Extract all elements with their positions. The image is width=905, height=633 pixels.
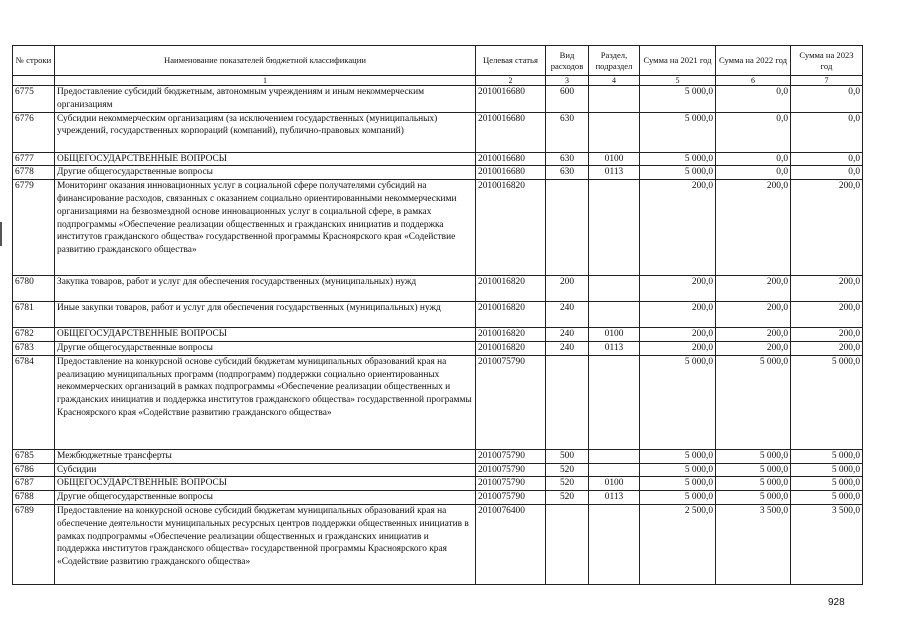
row-sum-2022: 0,0 bbox=[716, 166, 791, 180]
row-sum-2023: 3 500,0 bbox=[791, 504, 863, 584]
row-section: 0100 bbox=[589, 328, 640, 342]
table-row bbox=[13, 166, 863, 180]
row-sum-2021: 200,0 bbox=[640, 180, 716, 276]
row-sum-2021: 2 500,0 bbox=[640, 504, 716, 584]
row-sum-2022: 5 000,0 bbox=[716, 355, 791, 449]
row-number: 6785 bbox=[13, 449, 55, 463]
row-name: Субсидии bbox=[55, 463, 476, 477]
row-name: Предоставление субсидий бюджетным, автономным учреждениям и иным некоммерческим организациям bbox=[55, 86, 476, 113]
row-name: Предоставление на конкурсной основе субсидий бюджетам муниципальных образований края на обеспечение деятельности муниципальных ресурсных центров поддержки общественных инициатив в рамках подпрограммы «Обеспечение реализации общественных и гражданских инициатив и поддержка институтов гражданского общества» государственной программы Красноярского края «Содействие развитию гражданского общества» bbox=[55, 504, 476, 584]
row-number: 6778 bbox=[13, 166, 55, 180]
row-sum-2023: 200,0 bbox=[791, 276, 863, 302]
row-sum-2023: 200,0 bbox=[791, 302, 863, 328]
table-row bbox=[13, 328, 863, 342]
row-expense-type bbox=[546, 180, 589, 276]
header-sum-2023: Сумма на 2023 год bbox=[791, 46, 863, 76]
row-section bbox=[589, 302, 640, 328]
row-target: 2010016820 bbox=[476, 341, 546, 355]
row-sum-2022: 200,0 bbox=[716, 180, 791, 276]
row-sum-2023: 5 000,0 bbox=[791, 463, 863, 477]
row-section bbox=[589, 86, 640, 113]
table-row bbox=[13, 449, 863, 463]
row-name: ОБЩЕГОСУДАРСТВЕННЫЕ ВОПРОСЫ bbox=[55, 152, 476, 166]
row-sum-2021: 5 000,0 bbox=[640, 355, 716, 449]
table-row bbox=[13, 86, 863, 113]
header-sum-2022: Сумма на 2022 год bbox=[716, 46, 791, 76]
table-row bbox=[13, 504, 863, 584]
row-sum-2022: 5 000,0 bbox=[716, 449, 791, 463]
row-sum-2022: 0,0 bbox=[716, 86, 791, 113]
row-sum-2023: 0,0 bbox=[791, 152, 863, 166]
row-sum-2022: 5 000,0 bbox=[716, 491, 791, 505]
header-sum-2021: Сумма на 2021 год bbox=[640, 46, 716, 76]
row-section: 0113 bbox=[589, 491, 640, 505]
row-expense-type: 240 bbox=[546, 302, 589, 328]
row-sum-2022: 0,0 bbox=[716, 112, 791, 152]
row-name: Другие общегосударственные вопросы bbox=[55, 166, 476, 180]
table-row bbox=[13, 180, 863, 276]
header-expense-type: Вид расходов bbox=[546, 46, 589, 76]
row-section bbox=[589, 463, 640, 477]
row-sum-2022: 5 000,0 bbox=[716, 477, 791, 491]
table-row bbox=[13, 276, 863, 302]
row-section bbox=[589, 276, 640, 302]
table-row bbox=[13, 355, 863, 449]
table-row bbox=[13, 491, 863, 505]
row-number: 6787 bbox=[13, 477, 55, 491]
row-name: ОБЩЕГОСУДАРСТВЕННЫЕ ВОПРОСЫ bbox=[55, 328, 476, 342]
row-sum-2022: 5 000,0 bbox=[716, 463, 791, 477]
row-expense-type: 630 bbox=[546, 152, 589, 166]
header-name: Наименование показателей бюджетной классификации bbox=[55, 46, 476, 76]
column-numbers-row bbox=[13, 76, 863, 86]
row-section bbox=[589, 112, 640, 152]
row-section: 0100 bbox=[589, 477, 640, 491]
table-row bbox=[13, 152, 863, 166]
row-number: 6780 bbox=[13, 276, 55, 302]
row-sum-2022: 200,0 bbox=[716, 341, 791, 355]
row-section bbox=[589, 449, 640, 463]
row-target: 2010075790 bbox=[476, 477, 546, 491]
row-number: 6779 bbox=[13, 180, 55, 276]
row-expense-type: 240 bbox=[546, 341, 589, 355]
row-sum-2023: 200,0 bbox=[791, 180, 863, 276]
row-sum-2023: 0,0 bbox=[791, 86, 863, 113]
row-name: Другие общегосударственные вопросы bbox=[55, 341, 476, 355]
row-target: 2010076400 bbox=[476, 504, 546, 584]
row-sum-2023: 0,0 bbox=[791, 166, 863, 180]
row-expense-type bbox=[546, 504, 589, 584]
row-number: 6781 bbox=[13, 302, 55, 328]
table-row bbox=[13, 463, 863, 477]
column-number: 2 bbox=[476, 76, 546, 86]
row-target: 2010016820 bbox=[476, 180, 546, 276]
row-sum-2023: 5 000,0 bbox=[791, 491, 863, 505]
table-row bbox=[13, 302, 863, 328]
row-section bbox=[589, 180, 640, 276]
row-name: ОБЩЕГОСУДАРСТВЕННЫЕ ВОПРОСЫ bbox=[55, 477, 476, 491]
row-sum-2021: 5 000,0 bbox=[640, 491, 716, 505]
row-expense-type: 520 bbox=[546, 491, 589, 505]
row-sum-2022: 200,0 bbox=[716, 276, 791, 302]
row-sum-2021: 5 000,0 bbox=[640, 152, 716, 166]
row-section: 0100 bbox=[589, 152, 640, 166]
row-name: Мониторинг оказания инновационных услуг в социальной сфере получателями субсидий на финансирование расходов, связанных с оказанием социально ориентированными некоммерческими организациями на безвозмездной основе инновационных услуг в социальной сфере, в рамках подпрограммы «Обеспечение реализации общественных и гражданских инициатив и поддержка институтов гражданского общества» государственной программы Красноярского края «Содействие развитию гражданского общества» bbox=[55, 180, 476, 276]
row-sum-2022: 200,0 bbox=[716, 302, 791, 328]
row-number: 6784 bbox=[13, 355, 55, 449]
row-section: 0113 bbox=[589, 341, 640, 355]
row-sum-2023: 5 000,0 bbox=[791, 355, 863, 449]
row-expense-type: 630 bbox=[546, 112, 589, 152]
row-section: 0113 bbox=[589, 166, 640, 180]
header-row-no: № строки bbox=[13, 46, 55, 76]
row-expense-type: 630 bbox=[546, 166, 589, 180]
column-number: 7 bbox=[791, 76, 863, 86]
row-target: 2010016680 bbox=[476, 86, 546, 113]
table-row bbox=[13, 477, 863, 491]
row-sum-2021: 5 000,0 bbox=[640, 477, 716, 491]
row-sum-2023: 200,0 bbox=[791, 341, 863, 355]
row-sum-2021: 200,0 bbox=[640, 341, 716, 355]
row-target: 2010075790 bbox=[476, 449, 546, 463]
row-sum-2021: 200,0 bbox=[640, 302, 716, 328]
row-number: 6786 bbox=[13, 463, 55, 477]
row-sum-2021: 5 000,0 bbox=[640, 166, 716, 180]
row-target: 2010016820 bbox=[476, 302, 546, 328]
row-sum-2021: 200,0 bbox=[640, 328, 716, 342]
row-name: Предоставление на конкурсной основе субсидий бюджетам муниципальных образований края на реализацию муниципальных программ (подпрограмм) поддержки социально ориентированных некоммерческих организаций в рамках подпрограммы «Обеспечение реализации общественных и гражданских инициатив и поддержка институтов гражданского общества» государственной программы Красноярского края «Содействие развитию гражданского общества» bbox=[55, 355, 476, 449]
row-name: Закупка товаров, работ и услуг для обеспечения государственных (муниципальных) нужд bbox=[55, 276, 476, 302]
row-sum-2021: 5 000,0 bbox=[640, 86, 716, 113]
row-expense-type: 240 bbox=[546, 328, 589, 342]
row-expense-type: 500 bbox=[546, 449, 589, 463]
column-number bbox=[13, 76, 55, 86]
column-number: 3 bbox=[546, 76, 589, 86]
table-row bbox=[13, 112, 863, 152]
column-number: 5 bbox=[640, 76, 716, 86]
table-header bbox=[13, 46, 863, 86]
row-section bbox=[589, 355, 640, 449]
row-sum-2023: 0,0 bbox=[791, 112, 863, 152]
row-target: 2010016680 bbox=[476, 152, 546, 166]
row-sum-2022: 200,0 bbox=[716, 328, 791, 342]
budget-table bbox=[12, 45, 863, 585]
row-expense-type: 600 bbox=[546, 86, 589, 113]
row-section bbox=[589, 504, 640, 584]
row-number: 6789 bbox=[13, 504, 55, 584]
row-sum-2022: 3 500,0 bbox=[716, 504, 791, 584]
row-expense-type: 200 bbox=[546, 276, 589, 302]
row-sum-2021: 5 000,0 bbox=[640, 463, 716, 477]
scan-edge-mark bbox=[0, 222, 2, 246]
row-expense-type: 520 bbox=[546, 463, 589, 477]
row-number: 6777 bbox=[13, 152, 55, 166]
row-sum-2021: 200,0 bbox=[640, 276, 716, 302]
row-target: 2010075790 bbox=[476, 355, 546, 449]
row-expense-type: 520 bbox=[546, 477, 589, 491]
row-number: 6776 bbox=[13, 112, 55, 152]
row-expense-type bbox=[546, 355, 589, 449]
row-sum-2021: 5 000,0 bbox=[640, 112, 716, 152]
row-sum-2023: 200,0 bbox=[791, 328, 863, 342]
row-name: Другие общегосударственные вопросы bbox=[55, 491, 476, 505]
row-target: 2010016680 bbox=[476, 112, 546, 152]
row-number: 6775 bbox=[13, 86, 55, 113]
page-number: 928 bbox=[828, 597, 845, 608]
column-number: 1 bbox=[55, 76, 476, 86]
row-sum-2023: 5 000,0 bbox=[791, 477, 863, 491]
row-target: 2010016820 bbox=[476, 328, 546, 342]
row-name: Межбюджетные трансферты bbox=[55, 449, 476, 463]
row-number: 6782 bbox=[13, 328, 55, 342]
row-sum-2023: 5 000,0 bbox=[791, 449, 863, 463]
row-sum-2021: 5 000,0 bbox=[640, 449, 716, 463]
row-number: 6788 bbox=[13, 491, 55, 505]
header-section: Раздел, подраздел bbox=[589, 46, 640, 76]
column-number: 4 bbox=[589, 76, 640, 86]
column-number: 6 bbox=[716, 76, 791, 86]
row-target: 2010075790 bbox=[476, 463, 546, 477]
row-target: 2010016680 bbox=[476, 166, 546, 180]
row-name: Субсидии некоммерческим организациям (за исключением государственных (муниципальных) учреждений, государственных корпораций (компаний), публично-правовых компаний) bbox=[55, 112, 476, 152]
header-target: Целевая статья bbox=[476, 46, 546, 76]
table-row bbox=[13, 341, 863, 355]
row-name: Иные закупки товаров, работ и услуг для обеспечения государственных (муниципальных) нужд bbox=[55, 302, 476, 328]
row-sum-2022: 0,0 bbox=[716, 152, 791, 166]
row-target: 2010075790 bbox=[476, 491, 546, 505]
table-body bbox=[13, 86, 863, 585]
row-target: 2010016820 bbox=[476, 276, 546, 302]
row-number: 6783 bbox=[13, 341, 55, 355]
